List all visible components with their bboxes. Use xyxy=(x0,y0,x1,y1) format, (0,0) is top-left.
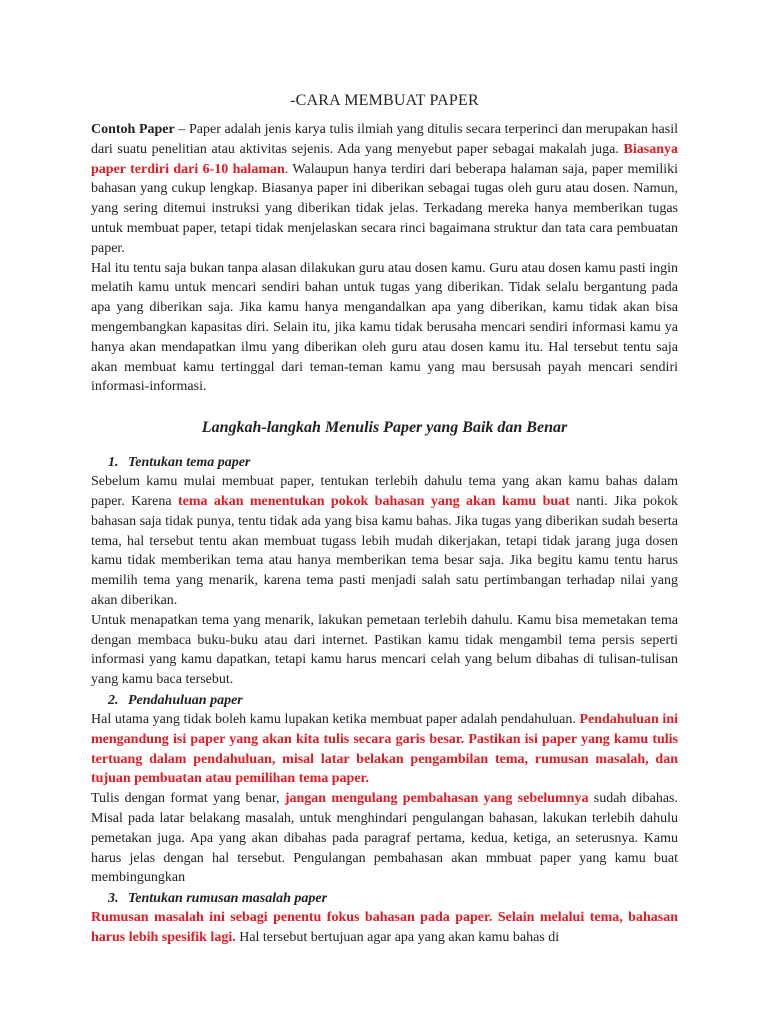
step2-text-3: sudah dibahas. Misal pada latar belakang masalah, untuk menghindari pengulangan bahasan, lakukan terlebih dahulu pemetakan juga. Apa yang akan dibahas pada paragraf pertama, kedua, ketiga, an seterusnya. Kamu harus jelas dengan hal tersebut. Pengulangan pembahasan akan mmbuat paper yang kamu buat membingungkan xyxy=(91,791,678,886)
step2-highlight-2: jangan mengulang pembahasan yang sebelumnya xyxy=(284,791,589,807)
step-number: 3. xyxy=(108,891,119,907)
step2-highlight: Pendahuluan ini mengandung isi paper yang akan kita tulis secara garis besar. Pastikan isi paper yang kamu tulis tertuang dalam pendahuluan, misal latar belakan pengambilan tema, rumusan masalah, dan tujuan pembuatan atau pemilihan tema paper. xyxy=(91,711,679,787)
intro-text-2: . Walaupun hanya terdiri dari beberapa halaman saja, paper memiliki bahasan yang cukup lengkap. Biasanya paper ini diberikan sebagai tugas oleh guru atau dosen. Namun, yang sering ditemui instruksi yang diberikan tidak jelas. Terkadang mereka hanya memberikan tugas untuk membuat paper, tetapi tidak menjelaskan secara rinci bagaimana struktur dan tata cara pembuatan paper. xyxy=(91,161,679,256)
step-number: 2. xyxy=(108,692,119,708)
intro-paragraph xyxy=(91,120,678,259)
intro-highlight: Biasanya paper terdiri dari 6-10 halaman xyxy=(91,141,678,177)
step-heading-2 xyxy=(108,691,678,710)
step2-paragraph-2 xyxy=(91,789,678,888)
step1-text-2: nanti. Jika pokok bahasan saja tidak punya, tentu tidak ada yang bisa kamu bahas. Jika tugas yang diberikan sudah beserta tema, hal tersebut tentu akan membuat tugass lebih mudah dikerjakan, tetapi tidak jarang juga dosen kamu tidak memberikan tema atau hanya memberikan tema besar saja. Jika begitu kamu tentu harus memilih tema yang menarik, karena tema pasti menjadi salah satu pertimbangan terhadap nilai yang akan diberikan. xyxy=(91,493,679,608)
step1-paragraph-2: Untuk menapatkan tema yang menarik, lakukan pemetaan terlebih dahulu. Kamu bisa memetakan tema dengan membaca buku-buku atau dari internet. Pastikan kamu tidak mengambil tema persis seperti informasi yang kamu dapatkan, tetapi kamu harus mencari celah yang belum dibahas di tulisan-tulisan yang kamu baca tersebut. xyxy=(91,612,678,688)
step-label: Tentukan tema paper xyxy=(128,455,251,471)
document-body xyxy=(91,92,678,948)
step1-paragraph-1 xyxy=(91,472,678,611)
step2-text-1: Hal utama yang tidak boleh kamu lupakan ketika membuat paper adalah pendahuluan. xyxy=(91,711,580,727)
step-heading-3 xyxy=(108,889,678,908)
step1-highlight: tema akan menentukan pokok bahasan yang akan kamu buat xyxy=(178,493,570,509)
step3-highlight: Rumusan masalah ini sebagi penentu fokus bahasan pada paper. Selain melalui tema, bahasan harus lebih spesifik lagi. xyxy=(91,910,678,945)
step1-text-1: Sebelum kamu mulai membuat paper, tentukan terlebih dahulu tema yang akan kamu bahas dalam paper. Karena xyxy=(91,474,678,509)
step3-paragraph-1 xyxy=(91,908,678,948)
intro-text-1: – Paper adalah jenis karya tulis ilmiah yang ditulis secara terperinci dan merupakan hasil dari suatu penelitian atau aktivitas sejenis. Ada yang menyebut paper sebagai makalah juga. xyxy=(91,122,678,157)
step2-text-2: Tulis dengan format yang benar, xyxy=(91,791,285,807)
second-paragraph: Hal itu tentu saja bukan tanpa alasan dilakukan guru atau dosen kamu. Guru atau dosen kamu pasti ingin melatih kamu untuk mencari sendiri bahan untuk tugas yang diberikan. Tidak selalu bergantung pada apa yang diberikan saja. Jika kamu hanya mengandalkan apa yang diberikan, kamu tidak akan bisa mengembangkan kapasitas diri. Selain itu, jika kamu tidak berusaha mencari sendiri informasi kamu ya hanya akan mendapatkan ilmu yang diberikan oleh guru atau dosen kamu itu. Hal tersebut tentu saja akan membuat kamu tertinggal dari teman-teman kamu yang mau bersusah payah mencari sendiri informasi-informasi. xyxy=(91,260,678,395)
step2-paragraph-1 xyxy=(91,710,678,789)
page-title: -CARA MEMBUAT PAPER xyxy=(290,92,479,109)
step3-text: Hal tersebut bertujuan agar apa yang akan kamu bahas di xyxy=(235,929,560,945)
step-number: 1. xyxy=(108,455,119,471)
step-label: Tentukan rumusan masalah paper xyxy=(128,891,328,907)
section-subheading: Langkah-langkah Menulis Paper yang Baik dan Benar xyxy=(201,419,568,437)
lead-term: Contoh Paper xyxy=(91,122,175,137)
step-heading-1 xyxy=(108,453,678,472)
step-label: Pendahuluan paper xyxy=(128,692,243,708)
